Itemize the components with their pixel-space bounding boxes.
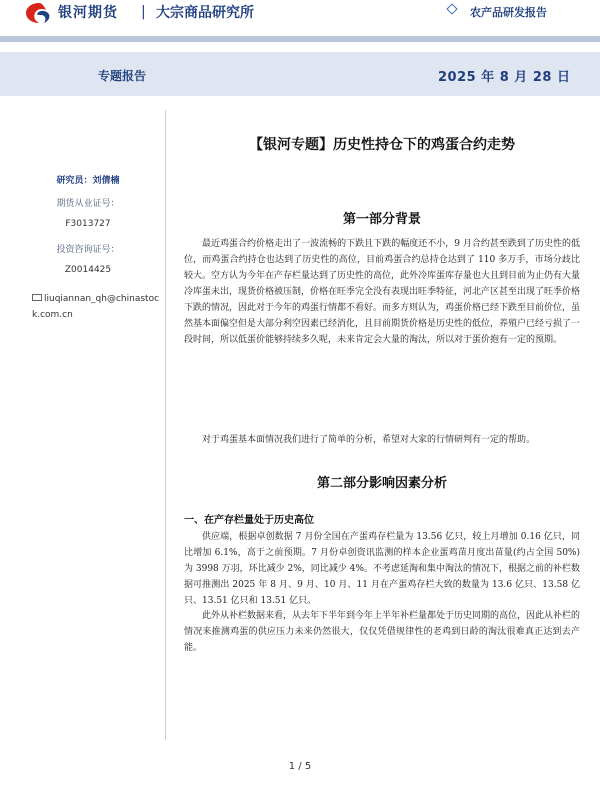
researcher-name: 研究员：刘倩楠 bbox=[56, 176, 120, 186]
top-bar bbox=[0, 0, 600, 36]
section-heading-factors: 第二部分影响因素分析 bbox=[316, 476, 447, 491]
background-paragraph-1: 最近鸡蛋合约价格走出了一波流畅的下跌且下跌的幅度还不小，9 月合约甚至跌到了历史性的低位，而鸡蛋合约持仓也达到了历史性的高位，目前鸡蛋合约总持仓达到了 110 多万手，市场分歧比较大。空方认为今年在产存栏量达到了历史性的高位，此外冷库蛋库存量也大且到目前为止仍有大量冷库蛋未出，现货价格被压制，价格在旺季完全没有表现出旺季特征，河北产区甚至出现了旺季价格下跌的情况，因此对于今年的鸡蛋行情都不看好。而多方则认为，鸡蛋价格已经下跌至目前价位，虽然基本面偏空但是大部分利空因素已经消化，且目前期货价格是历史性的低位，养殖户已经亏损了一段时间，所以低蛋价能够持续多久呢，未来肯定会大量的淘汰，所以对于蛋价抱有一定的预期。 bbox=[184, 239, 581, 345]
header-band bbox=[0, 52, 600, 96]
restock-paragraph: 此外从补栏数据来看，从去年下半年到今年上半年补栏量都处于历史同期的高位，因此从补栏的情况来推测鸡蛋的供应压力未来仍然很大，仅仅凭借规律性的老鸡到日龄的淘汰很难真正达到去产能。 bbox=[184, 611, 581, 653]
email-text: liuqiannan_qh@chinastock.com.cn bbox=[32, 294, 160, 320]
institute-name: 大宗商品研究所 bbox=[156, 5, 254, 21]
mail-icon bbox=[32, 294, 42, 301]
report-date: 2025 年 8 月 28 日 bbox=[438, 70, 571, 85]
page-number: 1 / 5 bbox=[288, 761, 312, 772]
advisory-license-number: Z0014425 bbox=[64, 265, 112, 275]
practice-license-number: F3013727 bbox=[65, 219, 111, 229]
galaxy-logo-icon bbox=[24, 1, 54, 25]
background-paragraph-2: 对于鸡蛋基本面情况我们进行了简单的分析，希望对大家的行情研判有一定的帮助。 bbox=[202, 435, 536, 445]
supply-paragraph: 供应端，根据卓创数据 7 月份全国在产蛋鸡存栏量为 13.56 亿只，较上月增加 0.16 亿只，同比增加 6.1%，高于之前预期。7 月份卓创资讯监测的样本企业蛋鸡苗月度出苗量(约占全国 50%)为 3998 万羽，环比减少 2%，同比减少 4%。不考虑延淘和集中淘汰的情况下，根据之前的补栏数据可推测出 2025 年 8 月、9 月、10 月、11 月在产蛋鸡存栏大致的数量为 13.6 亿只、13.58 亿只、13.51 亿只和 13.51 亿只。 bbox=[184, 532, 580, 606]
subheading-inventory: 一、在产存栏量处于历史高位 bbox=[184, 515, 314, 526]
header-divider bbox=[0, 36, 600, 42]
diamond-icon bbox=[446, 3, 457, 14]
advisory-license-label: 投资咨询证号： bbox=[56, 245, 120, 255]
report-category: 专题报告 bbox=[98, 69, 147, 83]
report-title: 【银河专题】历史性持仓下的鸡蛋合约走势 bbox=[249, 137, 515, 153]
brand-separator: | bbox=[141, 4, 146, 20]
section-heading-background: 第一部分背景 bbox=[342, 212, 421, 227]
researcher-email[interactable] bbox=[32, 291, 160, 323]
report-type: 农产品研发报告 bbox=[470, 6, 547, 19]
brand-name: 银河期货 bbox=[58, 5, 118, 21]
practice-license-label: 期货从业证号： bbox=[56, 199, 120, 209]
column-divider bbox=[165, 110, 166, 740]
